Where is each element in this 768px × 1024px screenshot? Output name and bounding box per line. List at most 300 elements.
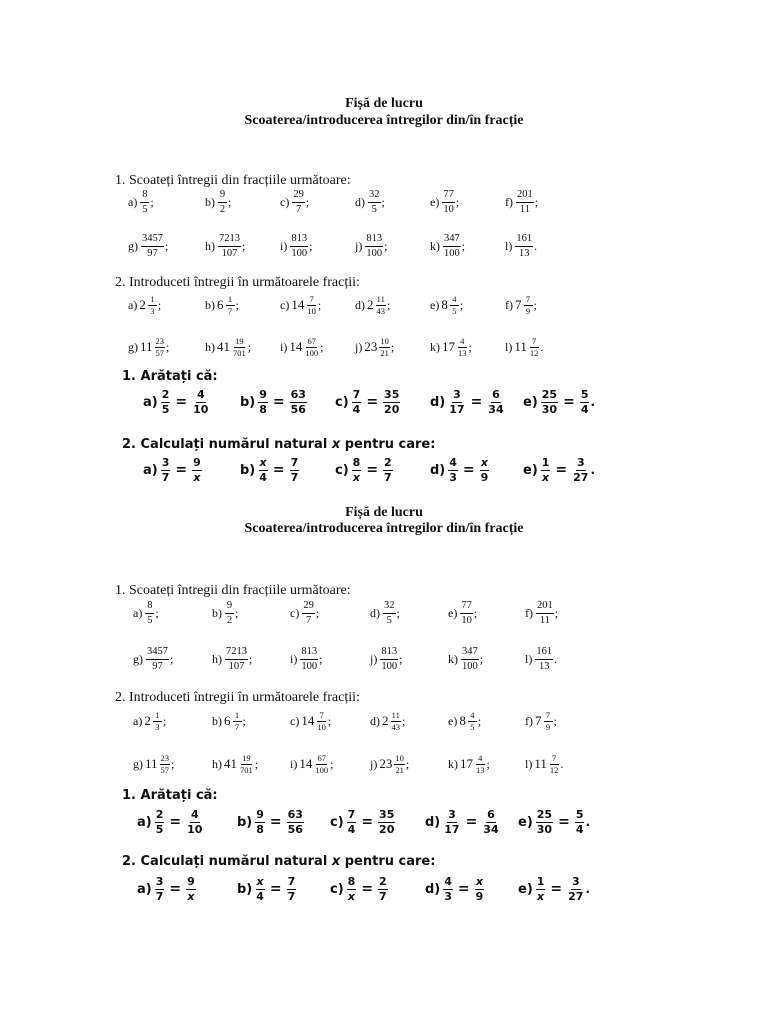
item-label: d)	[425, 881, 441, 897]
left-fraction	[347, 809, 357, 835]
right-fraction	[378, 876, 388, 902]
exercise-item	[425, 872, 485, 906]
exercise-item	[133, 704, 166, 738]
fraction-denominator: 9	[525, 305, 531, 316]
equals-sign: =	[175, 394, 188, 410]
fraction-denominator: 7	[295, 203, 302, 215]
left-fraction-denominator: x	[347, 889, 356, 903]
right-fraction-numerator: 7	[287, 874, 296, 888]
equals-sign: =	[361, 814, 374, 830]
item-label: b)	[205, 297, 215, 312]
right-fraction-denominator: 27	[573, 470, 589, 484]
item-label: c)	[330, 881, 344, 897]
item-label: b)	[237, 814, 253, 830]
right-fraction-denominator: 34	[488, 402, 504, 416]
fraction	[160, 754, 171, 775]
exercise-item	[205, 185, 231, 219]
left-fraction-numerator: 9	[259, 387, 267, 401]
punctuation: .	[585, 815, 591, 829]
item-label: f)	[525, 713, 533, 728]
item-label: j)	[370, 756, 378, 771]
fraction	[316, 711, 327, 732]
left-fraction	[258, 457, 268, 483]
item-label: c)	[335, 394, 349, 410]
whole-part: 11	[534, 756, 547, 771]
exercise-1-row-2	[0, 229, 768, 263]
left-fraction-denominator: 4	[256, 889, 264, 903]
fraction-denominator: 701	[240, 764, 253, 775]
fraction-numerator: 32	[383, 600, 396, 613]
fraction-denominator: 7	[234, 721, 240, 732]
exercise-4-row	[0, 872, 768, 906]
left-fraction-numerator: 7	[347, 807, 356, 821]
left-fraction-denominator: 5	[161, 402, 170, 416]
left-fraction-denominator: 4	[352, 402, 361, 416]
exercise-item	[212, 596, 238, 630]
whole-part: 2	[139, 297, 146, 312]
fraction-numerator: 7213	[218, 233, 241, 246]
punctuation: ;	[554, 605, 559, 620]
exercise-item	[518, 805, 590, 839]
fraction-numerator: 201	[536, 600, 554, 613]
fraction	[515, 233, 533, 258]
fraction-denominator: 43	[391, 721, 400, 732]
fraction-denominator: 5	[142, 203, 148, 215]
item-label: a)	[143, 462, 158, 478]
left-fraction-numerator: 8	[347, 874, 356, 888]
fraction-numerator: 29	[302, 600, 315, 613]
punctuation: ;	[235, 297, 239, 312]
fraction-denominator: 5	[147, 614, 153, 626]
exercise-item	[370, 642, 402, 676]
fraction	[300, 646, 318, 671]
right-fraction	[567, 876, 584, 902]
item-label: h)	[212, 651, 222, 666]
fraction-numerator: 1	[153, 711, 162, 722]
fraction-numerator: 8	[145, 600, 154, 613]
fraction	[239, 754, 254, 775]
fraction-denominator: 2	[219, 203, 226, 215]
punctuation: .	[540, 339, 544, 354]
punctuation: .	[560, 756, 564, 771]
right-fraction	[287, 809, 304, 835]
punctuation: ;	[459, 297, 464, 312]
fraction	[475, 754, 486, 775]
fraction	[380, 646, 398, 671]
right-fraction-denominator: 34	[483, 822, 499, 836]
right-fraction-numerator: 6	[492, 387, 500, 401]
exercise-item	[205, 229, 245, 263]
equals-sign: =	[457, 881, 470, 897]
fraction-numerator: 7	[544, 711, 553, 722]
equals-sign: =	[175, 462, 188, 478]
punctuation: ;	[381, 194, 385, 209]
right-fraction-denominator: 10	[187, 822, 203, 836]
exercise-4-title-var: x	[331, 437, 341, 452]
exercise-item	[290, 642, 322, 676]
fraction-numerator: 7	[550, 754, 559, 765]
fraction-numerator: 201	[516, 189, 534, 202]
punctuation: ;	[247, 339, 252, 354]
fraction	[306, 295, 317, 316]
exercise-item	[290, 704, 331, 738]
fraction-denominator: 701	[233, 347, 246, 358]
item-label: e)	[523, 462, 538, 478]
fraction	[302, 600, 315, 625]
item-label: b)	[237, 881, 253, 897]
item-label: c)	[280, 297, 290, 312]
right-fraction-denominator: 10	[193, 402, 209, 416]
item-label: f)	[505, 194, 513, 209]
exercise-item	[370, 704, 405, 738]
exercise-2-title: 2. Introduceti întregii în următoarele fracții:	[115, 275, 360, 290]
fraction-numerator: 23	[155, 335, 165, 346]
whole-part: 14	[289, 339, 303, 354]
right-fraction-numerator: 5	[575, 807, 584, 821]
punctuation: ;	[249, 651, 253, 666]
whole-part: 14	[299, 756, 313, 771]
whole-part: 14	[291, 297, 305, 312]
left-fraction	[161, 389, 171, 415]
equals-sign: =	[272, 394, 285, 410]
fraction-denominator: 100	[291, 247, 308, 259]
fraction-numerator: 19	[242, 752, 251, 763]
item-label: b)	[212, 605, 222, 620]
right-fraction-numerator: 9	[193, 455, 201, 469]
fraction	[368, 189, 381, 214]
item-label: e)	[448, 713, 458, 728]
punctuation: ;	[402, 713, 406, 728]
fraction	[442, 189, 455, 214]
fraction-numerator: 1	[226, 295, 235, 306]
fraction-numerator: 4	[476, 754, 485, 765]
fraction-numerator: 3457	[141, 233, 164, 246]
punctuation: ;	[479, 651, 484, 666]
fraction	[226, 295, 235, 316]
exercise-item	[335, 453, 394, 487]
fraction-denominator: 5	[386, 614, 392, 626]
fraction-numerator: 11	[391, 709, 400, 720]
punctuation: ;	[317, 297, 322, 312]
right-fraction-numerator: 4	[190, 807, 199, 821]
exercise-2-row-2	[0, 747, 768, 781]
item-label: d)	[430, 394, 446, 410]
fraction-denominator: 100	[366, 247, 383, 259]
exercise-item	[370, 747, 409, 781]
item-label: e)	[518, 881, 533, 897]
left-fraction-numerator: 3	[448, 807, 456, 821]
exercise-item	[128, 288, 161, 322]
exercise-item	[133, 642, 173, 676]
punctuation: ;	[155, 605, 159, 620]
exercise-1-row-1	[0, 185, 768, 219]
item-label: c)	[290, 605, 300, 620]
item-label: h)	[205, 238, 215, 253]
fraction	[457, 337, 468, 358]
item-label: a)	[137, 814, 152, 830]
fraction	[516, 189, 534, 214]
whole-part: 14	[301, 713, 315, 728]
exercise-3-row	[0, 385, 768, 419]
fraction	[544, 711, 553, 732]
fraction-numerator: 813	[290, 233, 308, 246]
exercise-item	[448, 747, 490, 781]
exercise-item	[425, 805, 501, 839]
punctuation: ;	[319, 651, 323, 666]
left-fraction-numerator: 8	[352, 455, 361, 469]
fraction-denominator: 2	[226, 614, 233, 626]
exercise-item	[523, 385, 595, 419]
item-label: g)	[128, 238, 138, 253]
right-fraction-denominator: 4	[580, 402, 589, 416]
exercise-item	[133, 747, 174, 781]
exercise-item	[505, 330, 543, 364]
punctuation: ;	[309, 238, 313, 253]
right-fraction-numerator: 5	[580, 387, 589, 401]
punctuation: .	[554, 651, 558, 666]
punctuation: ;	[384, 238, 388, 253]
fraction-numerator: 9	[218, 189, 227, 202]
left-fraction-denominator: 30	[536, 822, 553, 836]
fraction	[225, 600, 234, 625]
right-fraction-numerator: 35	[379, 807, 395, 821]
exercise-item	[237, 872, 297, 906]
exercise-item	[128, 185, 154, 219]
left-fraction-numerator: 1	[536, 874, 545, 888]
fraction-numerator: 347	[443, 233, 461, 246]
fraction-numerator: 7	[530, 337, 539, 348]
fraction-numerator: 7	[307, 295, 316, 306]
punctuation: ;	[534, 194, 539, 209]
exercise-item	[505, 229, 537, 263]
punctuation: ;	[235, 605, 239, 620]
fraction-numerator: 813	[365, 233, 383, 246]
exercise-item	[330, 872, 389, 906]
right-fraction-numerator: 4	[196, 387, 205, 401]
item-label: d)	[370, 605, 380, 620]
item-label: i)	[290, 651, 298, 666]
punctuation: ;	[477, 713, 482, 728]
left-fraction-numerator: 4	[444, 874, 452, 888]
item-label: b)	[240, 462, 256, 478]
exercise-4-title-pre: 2. Calculați numărul natural	[122, 437, 332, 452]
fraction-numerator: 347	[461, 646, 479, 659]
left-fraction-numerator: 3	[161, 455, 170, 469]
item-label: a)	[128, 297, 138, 312]
exercise-item	[137, 805, 204, 839]
left-fraction-numerator: 2	[155, 807, 164, 821]
worksheet-title: Fișă de lucru	[345, 505, 423, 520]
fraction-numerator: 9	[225, 600, 234, 613]
left-fraction-denominator: 8	[256, 822, 264, 836]
fraction-denominator: 97	[152, 660, 163, 672]
fraction-denominator: 107	[221, 247, 238, 259]
right-fraction-numerator: 2	[384, 455, 392, 469]
fraction-denominator: 5	[371, 203, 377, 215]
fraction	[391, 711, 402, 732]
punctuation: ;	[254, 756, 259, 771]
whole-part: 41	[217, 339, 230, 354]
right-fraction	[290, 457, 300, 483]
fraction-denominator: 10	[443, 203, 454, 215]
fraction	[524, 295, 533, 316]
punctuation: ;	[461, 238, 466, 253]
left-fraction-denominator: x	[537, 889, 545, 903]
item-label: d)	[355, 297, 365, 312]
whole-part: 11	[145, 756, 158, 771]
fraction	[383, 600, 396, 625]
left-fraction	[352, 457, 362, 483]
punctuation: ;	[315, 605, 320, 620]
left-fraction-numerator: 4	[449, 455, 457, 469]
item-label: j)	[355, 238, 363, 253]
whole-part: 7	[515, 297, 522, 312]
exercise-2-row-1	[0, 704, 768, 738]
item-label: a)	[137, 881, 152, 897]
equals-sign: =	[269, 814, 282, 830]
whole-part: 7	[535, 713, 542, 728]
punctuation: ;	[399, 651, 403, 666]
item-label: k)	[448, 651, 458, 666]
fraction-denominator: 100	[315, 764, 329, 775]
punctuation: ;	[486, 756, 490, 771]
left-fraction-denominator: 30	[541, 402, 558, 416]
fraction	[376, 295, 387, 316]
item-label: j)	[355, 339, 363, 354]
exercise-item	[505, 288, 537, 322]
fraction-denominator: 13	[538, 660, 550, 672]
exercise-item	[430, 330, 472, 364]
right-fraction	[572, 457, 589, 483]
punctuation: ;	[533, 297, 537, 312]
exercise-item	[290, 747, 333, 781]
fraction-denominator: 5	[470, 721, 475, 732]
item-label: k)	[430, 339, 440, 354]
fraction-numerator: 3457	[146, 646, 169, 659]
whole-part: 6	[224, 713, 231, 728]
fraction	[365, 233, 383, 258]
fraction-numerator: 67	[307, 335, 316, 346]
fraction-numerator: 19	[235, 335, 244, 346]
worksheet-subtitle: Scoaterea/introducerea întregilor din/în fracție	[244, 521, 524, 536]
equals-sign: =	[555, 462, 568, 478]
equals-sign: =	[563, 394, 575, 410]
exercise-item	[212, 747, 258, 781]
fraction	[146, 646, 169, 671]
left-fraction-numerator: 2	[161, 387, 170, 401]
punctuation: ;	[473, 605, 478, 620]
exercise-item	[143, 453, 203, 487]
fraction	[443, 233, 461, 258]
whole-part: 17	[442, 339, 455, 354]
item-label: c)	[280, 194, 290, 209]
left-fraction	[536, 809, 553, 835]
exercise-4-row	[0, 453, 768, 487]
exercise-item	[240, 453, 300, 487]
fraction-denominator: 10	[307, 305, 316, 316]
left-fraction-numerator: x	[259, 455, 267, 469]
right-fraction-denominator: 9	[475, 889, 484, 903]
left-fraction-denominator: 7	[155, 889, 164, 903]
item-label: b)	[205, 194, 215, 209]
right-fraction	[580, 389, 590, 415]
fraction-numerator: 10	[395, 752, 404, 763]
exercise-item	[290, 596, 319, 630]
equals-sign: =	[462, 462, 475, 478]
fraction	[153, 711, 162, 732]
left-fraction	[443, 809, 460, 835]
exercise-item	[280, 330, 323, 364]
fraction	[394, 754, 405, 775]
exercise-4-title-post: pentru care:	[340, 437, 436, 452]
fraction-denominator: 13	[458, 347, 467, 358]
punctuation: ;	[327, 713, 332, 728]
left-fraction	[541, 457, 551, 483]
fraction-denominator: 57	[155, 347, 165, 358]
left-fraction-numerator: 1	[541, 455, 550, 469]
whole-part: 41	[224, 756, 237, 771]
fraction	[549, 754, 560, 775]
fraction	[155, 337, 166, 358]
item-label: h)	[212, 756, 222, 771]
fraction-denominator: 10	[317, 721, 326, 732]
item-label: h)	[205, 339, 215, 354]
fraction-numerator: 1	[148, 295, 157, 306]
exercise-3-title: 1. Arătați că:	[122, 788, 218, 803]
exercise-3-title: 1. Arătați că:	[122, 369, 218, 384]
fraction	[314, 754, 329, 775]
exercise-item	[430, 229, 465, 263]
left-fraction	[448, 457, 458, 483]
fraction-denominator: 100	[462, 660, 478, 672]
exercise-1-title: 1. Scoateți întregii din fracțiile următoare:	[115, 583, 351, 598]
punctuation: ;	[455, 194, 460, 209]
exercise-4-title-var: x	[331, 854, 341, 869]
left-fraction-numerator: 25	[541, 387, 558, 401]
right-fraction-numerator: x	[475, 874, 484, 888]
punctuation: ;	[170, 651, 174, 666]
left-fraction-numerator: 25	[536, 807, 553, 821]
exercise-item	[205, 288, 239, 322]
item-label: f)	[505, 297, 513, 312]
left-fraction	[258, 389, 268, 415]
item-label: a)	[143, 394, 158, 410]
exercise-item	[355, 330, 394, 364]
exercise-item	[518, 872, 590, 906]
exercise-item	[330, 805, 396, 839]
right-fraction	[192, 389, 209, 415]
exercise-item	[280, 185, 309, 219]
fraction	[218, 189, 227, 214]
item-label: i)	[280, 339, 288, 354]
punctuation: ;	[305, 194, 310, 209]
exercise-item	[355, 185, 385, 219]
whole-part: 23	[364, 339, 378, 354]
exercise-item	[137, 872, 197, 906]
fraction	[461, 646, 479, 671]
fraction-numerator: 1	[233, 711, 242, 722]
left-fraction-denominator: 5	[155, 822, 164, 836]
exercise-2-title: 2. Introduceti întregii în următoarele fracții:	[115, 690, 360, 705]
fraction-numerator: 4	[450, 295, 459, 306]
right-fraction-denominator: 7	[379, 889, 387, 903]
whole-part: 17	[460, 756, 473, 771]
punctuation: ;	[242, 238, 246, 253]
right-fraction-denominator: 20	[379, 822, 395, 836]
left-fraction-denominator: 4	[259, 470, 267, 484]
left-fraction	[536, 876, 546, 902]
right-fraction-denominator: 27	[568, 889, 584, 903]
